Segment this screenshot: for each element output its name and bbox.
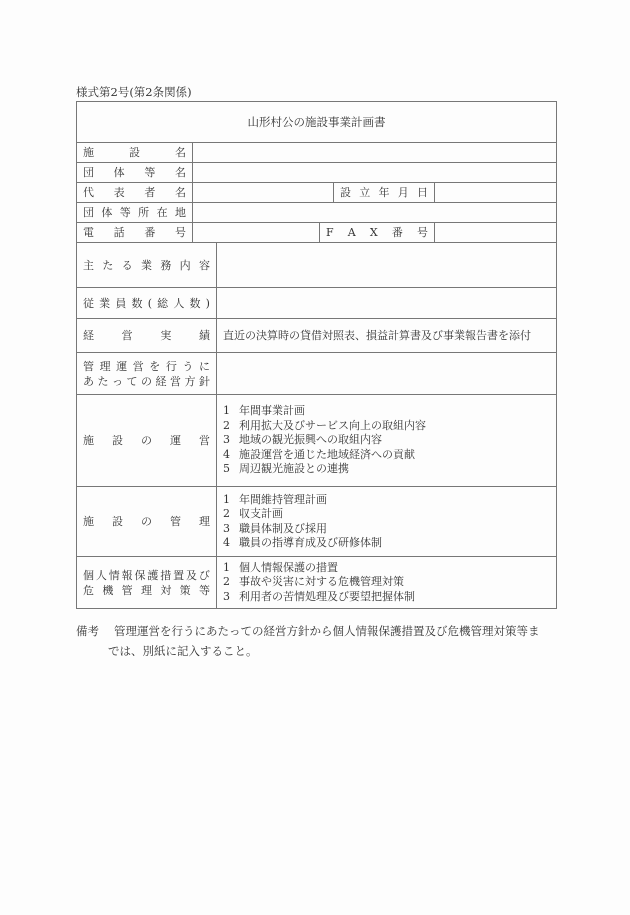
label-employees — [77, 288, 217, 319]
label-char: 名 — [174, 186, 186, 199]
label-char: 地 — [174, 206, 186, 219]
item-number: 2 — [223, 575, 230, 589]
list-item — [223, 448, 550, 463]
remarks-note — [76, 621, 556, 661]
label-char: 施 — [83, 515, 94, 528]
label-char: を — [149, 359, 161, 373]
main-business-label — [83, 258, 210, 273]
label-char: 名 — [175, 146, 186, 159]
established-field[interactable] — [435, 183, 557, 203]
label-operation — [77, 395, 217, 487]
label-char: 置 — [173, 568, 185, 582]
label-char: 体 — [113, 166, 125, 179]
label-char: 代 — [83, 186, 94, 199]
label-char: 表 — [113, 186, 125, 199]
operation-list — [217, 395, 557, 487]
label-char: 号 — [417, 226, 428, 239]
privacy-label-line1 — [83, 568, 210, 583]
list-item — [223, 575, 550, 590]
item-number: 5 — [223, 462, 230, 476]
list-item — [223, 590, 550, 605]
label-char: 報 — [121, 568, 133, 582]
label-char: 容 — [198, 258, 210, 272]
policy-label-line1 — [83, 359, 210, 374]
label-char: 運 — [170, 434, 181, 447]
privacy-list — [217, 557, 557, 609]
label-char: 設 — [112, 434, 123, 447]
item-number: 1 — [223, 492, 230, 506]
item-number: 4 — [223, 536, 230, 549]
performance-label — [83, 328, 210, 343]
label-char: 行 — [165, 359, 177, 373]
label-char: 危 — [83, 583, 94, 597]
item-text: 収支計画 — [239, 507, 283, 520]
label-fax — [320, 223, 435, 243]
label-char: 人 — [173, 296, 185, 310]
label-char: た — [97, 374, 109, 388]
label-char: 営 — [132, 359, 144, 373]
item-number: 2 — [223, 418, 230, 432]
label-char: 者 — [144, 186, 156, 199]
label-char: に — [198, 359, 210, 373]
label-char: 番 — [391, 226, 403, 239]
label-char: 人 — [95, 568, 107, 582]
label-char: 等 — [144, 166, 156, 179]
item-text: 周辺観光施設との連携 — [239, 462, 349, 476]
label-char: 運 — [116, 359, 128, 373]
label-char: 営 — [199, 434, 210, 447]
label-management — [77, 487, 217, 557]
item-number: 2 — [223, 507, 230, 520]
org-name-field[interactable] — [193, 163, 557, 183]
label-char: び — [198, 568, 210, 582]
item-text: 職員の指導育成及び研修体制 — [239, 536, 382, 549]
label-char: 方 — [184, 374, 196, 388]
list-item — [223, 561, 550, 576]
remarks-line2: では、別紙に記入すること。 — [108, 644, 258, 658]
address-field[interactable] — [193, 203, 557, 223]
label-facility-name — [77, 143, 193, 163]
address-label — [83, 205, 186, 220]
item-text: 地域の観光振興への取組内容 — [239, 433, 382, 447]
label-char: 番 — [144, 226, 156, 239]
item-text: 利用拡大及びサービス向上の取組内容 — [239, 418, 426, 432]
label-char: 営 — [170, 374, 181, 388]
privacy-label-line2 — [83, 583, 210, 598]
facility-plan-form — [76, 101, 557, 609]
policy-label-line2 — [83, 374, 210, 389]
item-text: 施設運営を通じた地域経済への貢献 — [239, 447, 415, 461]
established-label — [340, 185, 428, 200]
remarks-label: 備考 — [76, 624, 99, 638]
label-char: 電 — [83, 226, 94, 239]
label-char: X — [369, 226, 378, 239]
label-char: 日 — [417, 186, 428, 199]
item-number: 1 — [223, 404, 230, 418]
fax-field[interactable] — [435, 223, 557, 243]
label-char: 理 — [140, 583, 152, 597]
main-business-field[interactable] — [217, 243, 557, 288]
policy-field[interactable] — [217, 353, 557, 395]
label-char: 主 — [83, 258, 94, 272]
label-char: 施 — [83, 434, 94, 447]
phone-label — [83, 225, 186, 240]
label-char: 情 — [108, 568, 120, 582]
label-char: ) — [205, 296, 210, 310]
label-char: う — [182, 359, 194, 373]
list-item — [223, 433, 550, 448]
label-char: 実 — [160, 329, 172, 342]
label-char: A — [347, 226, 356, 239]
label-char: て — [126, 374, 138, 388]
label-char: 経 — [155, 374, 167, 388]
label-char: 護 — [147, 568, 159, 582]
list-item — [223, 419, 550, 434]
item-text: 個人情報保護の措置 — [239, 560, 338, 574]
label-char: 号 — [174, 226, 186, 239]
item-number: 1 — [223, 560, 230, 574]
item-text: 職員体制及び採用 — [239, 521, 327, 535]
label-char: 年 — [378, 186, 390, 199]
label-char: 対 — [160, 583, 172, 597]
label-char: あ — [83, 374, 94, 388]
label-char: の — [141, 374, 152, 388]
label-char: 名 — [174, 166, 186, 179]
operation-label — [83, 433, 210, 448]
form-title: 山形村公の施設事業計画書 — [77, 102, 557, 143]
item-number: 3 — [223, 521, 230, 535]
label-char: 経 — [83, 329, 94, 342]
label-main-business — [77, 243, 217, 288]
label-performance — [77, 319, 217, 353]
label-char: 団 — [83, 166, 94, 179]
label-char: 策 — [179, 583, 191, 597]
facility-name-label — [83, 145, 186, 160]
label-char: る — [121, 258, 133, 272]
label-char: 団 — [83, 206, 94, 219]
fax-label — [326, 225, 428, 240]
label-char: 数 — [131, 296, 143, 310]
label-char: 措 — [160, 568, 172, 582]
employees-label — [83, 296, 210, 311]
label-char: 所 — [138, 206, 150, 219]
label-char: 在 — [156, 206, 168, 219]
label-org-name — [77, 163, 193, 183]
form-number: 様式第2号(第2条関係) — [76, 85, 192, 99]
label-privacy — [77, 557, 217, 609]
label-char: 及 — [186, 568, 197, 582]
label-char: 営 — [121, 329, 133, 342]
label-char: 理 — [99, 359, 111, 373]
performance-value: 直近の決算時の貸借対照表、損益計算書及び事業報告書を添付 — [217, 319, 557, 353]
label-char: 機 — [102, 583, 114, 597]
representative-field[interactable] — [193, 183, 334, 203]
label-char: 等 — [119, 206, 131, 219]
label-char: 管 — [83, 359, 94, 373]
label-char: の — [141, 515, 152, 528]
label-char: 業 — [140, 258, 152, 272]
list-item — [223, 507, 550, 522]
label-char: っ — [112, 374, 123, 388]
label-char: 理 — [199, 515, 210, 528]
phone-field[interactable] — [193, 223, 320, 243]
label-char: 施 — [83, 146, 94, 159]
item-text: 年間事業計画 — [239, 404, 305, 418]
label-char: 月 — [397, 186, 409, 199]
list-item — [223, 404, 550, 419]
facility-name-field[interactable] — [193, 143, 557, 163]
label-char: 設 — [129, 146, 140, 159]
label-char: 管 — [121, 583, 133, 597]
label-char: 績 — [198, 329, 210, 342]
list-item — [223, 536, 550, 551]
item-number: 3 — [223, 433, 230, 447]
item-text: 年間維持管理計画 — [239, 492, 327, 506]
label-char: た — [102, 258, 114, 272]
label-char: 保 — [134, 568, 146, 582]
label-char: 数 — [189, 296, 201, 310]
label-char: 務 — [160, 258, 172, 272]
label-char: 従 — [83, 296, 94, 310]
label-char: 内 — [179, 258, 191, 272]
label-char: 話 — [113, 226, 125, 239]
label-char: 総 — [157, 296, 169, 310]
item-text: 事故や災害に対する危機管理対策 — [239, 575, 404, 589]
org-name-label — [83, 165, 186, 180]
remarks-line1: 管理運営を行うにあたっての経営方針から個人情報保護措置及び危機管理対策等ま — [114, 624, 540, 638]
representative-label — [83, 185, 186, 200]
label-char: F — [326, 226, 334, 239]
item-number: 3 — [223, 589, 230, 603]
management-label — [83, 514, 210, 529]
label-address — [77, 203, 193, 223]
label-char: 等 — [198, 583, 210, 597]
item-text: 利用者の苦情処理及び要望把握体制 — [239, 589, 415, 603]
label-char: 立 — [359, 186, 371, 199]
label-representative — [77, 183, 193, 203]
label-phone — [77, 223, 193, 243]
label-char: の — [141, 434, 152, 447]
label-char: 業 — [99, 296, 111, 310]
label-char: 管 — [170, 515, 181, 528]
label-char: 個 — [83, 568, 94, 582]
list-item — [223, 522, 550, 537]
label-char: 設 — [112, 515, 123, 528]
label-char: 体 — [101, 206, 113, 219]
label-char: 設 — [340, 186, 351, 199]
employees-field[interactable] — [217, 288, 557, 319]
list-item — [223, 493, 550, 508]
label-policy — [77, 353, 217, 395]
label-established — [334, 183, 435, 203]
list-item — [223, 462, 550, 477]
label-char: 員 — [115, 296, 127, 310]
label-char: 針 — [199, 374, 210, 388]
management-list — [217, 487, 557, 557]
label-char: ( — [147, 296, 152, 310]
item-number: 4 — [223, 447, 230, 461]
